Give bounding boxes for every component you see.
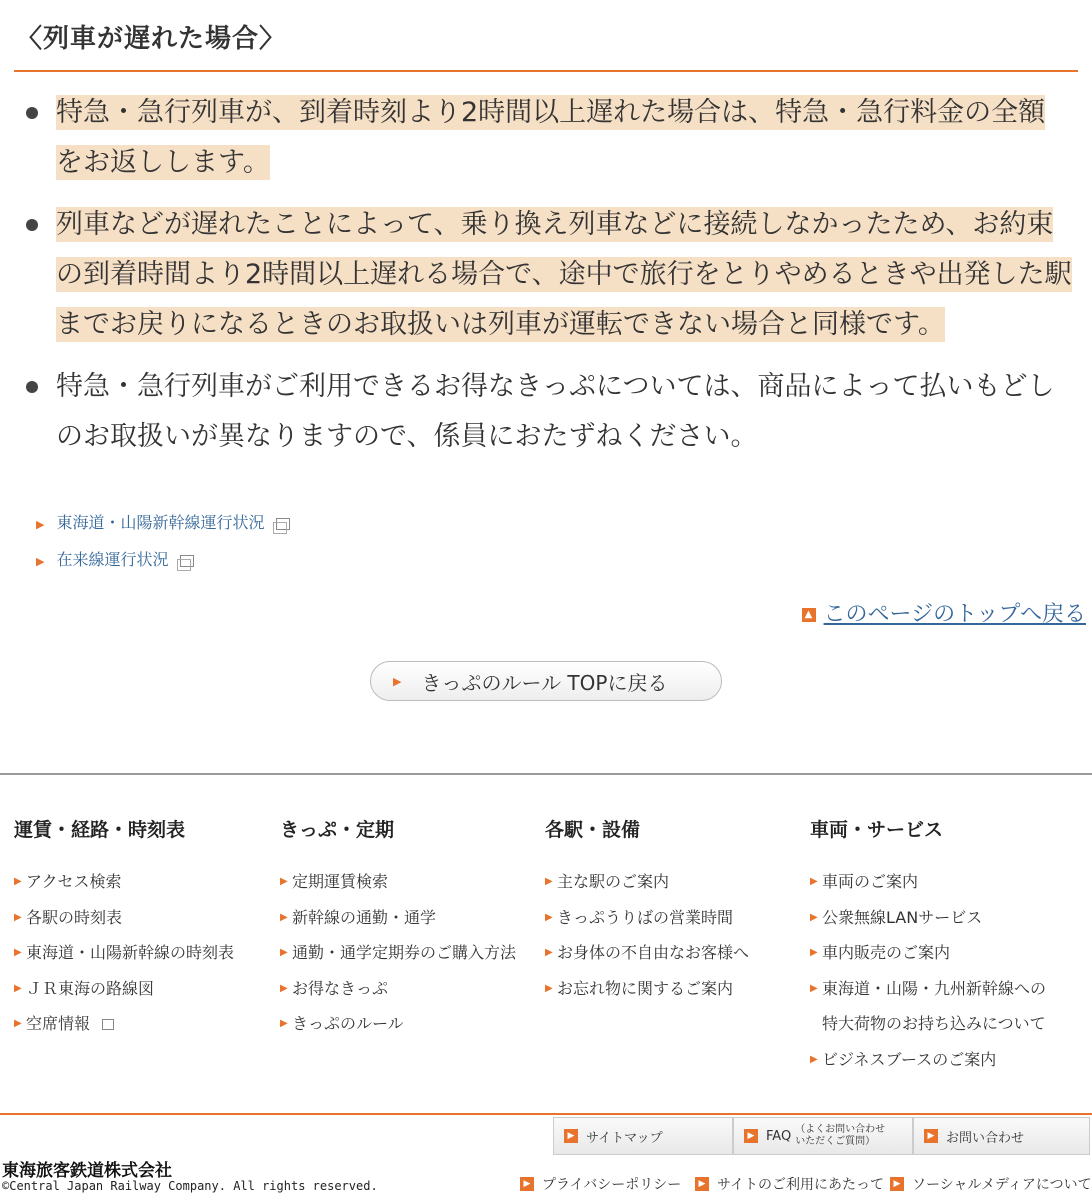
link-conventional-status[interactable]: ▶ 在来線運行状況 <box>36 547 194 570</box>
footer-column-tickets <box>280 815 516 1042</box>
footer-bottom-divider <box>0 1113 1092 1115</box>
section-heading: 〈列車が遅れた場合〉 <box>16 24 287 54</box>
footer-link[interactable]: ▶ 空席情報 <box>14 1006 234 1042</box>
footer-column-title: 運賃・経路・時刻表 <box>14 819 186 841</box>
up-arrow-icon: ▲ <box>802 608 816 622</box>
corporate-name: 東海旅客鉄道株式会社 <box>2 1161 172 1181</box>
faq-button[interactable]: ▶ FAQ （よくお問い合わせ いただくご質問） <box>733 1117 913 1155</box>
footer-column-fares <box>14 815 234 1042</box>
footer-column-services <box>810 815 1046 1077</box>
footer-column-title: 各駅・設備 <box>545 819 641 841</box>
arrow-icon: ▶ <box>36 518 45 531</box>
footer-link[interactable]: ▶ きっぷのルール <box>280 1014 404 1033</box>
footer-link[interactable]: ▶ ビジネスブースのご案内 <box>810 1049 997 1069</box>
arrow-icon: ▶ <box>924 1129 938 1143</box>
new-window-icon <box>276 518 290 530</box>
sitemap-button[interactable]: ▶ サイトマップ <box>553 1117 733 1155</box>
bullet-icon <box>26 107 38 119</box>
page-top-link[interactable]: ▲ このページのトップへ戻る <box>802 597 1086 628</box>
arrow-icon: ▶ <box>36 555 45 568</box>
bullet-text: 特急・急行列車が、到着時刻より2時間以上遅れた場合は、特急・急行料金の全額をお返しします。 <box>56 97 1046 178</box>
site-terms-link[interactable]: ▶ サイトのご利用にあたって <box>695 1174 884 1194</box>
privacy-policy-link[interactable]: ▶ プライバシーポリシー <box>520 1174 681 1194</box>
footer-link[interactable]: ▶ お身体の不自由なお客様へ <box>545 943 750 962</box>
footer-column-stations <box>545 815 749 1006</box>
footer-link[interactable]: ▶ 主な駅のご案内 <box>545 872 670 891</box>
contact-button[interactable]: ▶ お問い合わせ <box>913 1117 1090 1155</box>
social-media-link[interactable]: ▶ ソーシャルメディアについて <box>890 1174 1092 1194</box>
footer-link[interactable]: ▶ 通勤・通学定期券のご購入方法 <box>280 943 517 962</box>
footer-link[interactable]: ▶ 東海道・山陽・九州新幹線への <box>810 978 1047 998</box>
footer-divider <box>0 773 1092 775</box>
footer-column-title: 車両・サービス <box>810 819 944 841</box>
footer-link-continuation[interactable]: 特大荷物のお持ち込みについて <box>822 1014 1046 1033</box>
copyright-text: ©Central Japan Railway Company. All rights reserved. <box>2 1179 378 1193</box>
bullet-icon <box>26 219 38 231</box>
link-shinkansen-status[interactable]: ▶ 東海道・山陽新幹線運行状況 <box>36 510 290 533</box>
footer-link[interactable]: ▶ 車両のご案内 <box>810 872 919 891</box>
footer-link[interactable]: ▶ 公衆無線LANサービス <box>810 907 983 927</box>
new-window-icon <box>180 555 194 567</box>
footer-link[interactable]: ▶ 新幹線の通勤・通学 <box>280 907 437 927</box>
list-item <box>22 88 1072 188</box>
footer-link[interactable]: ▶ お得なきっぷ <box>280 978 389 998</box>
footer-column-title: きっぷ・定期 <box>280 819 395 841</box>
bullet-text: 列車などが遅れたことによって、乗り換え列車などに接続しなかったため、お約束の到着時間より2時間以上遅れる場合で、途中で旅行をとりやめるときや出発した駅までお戻りになるときのお取扱いは列車が運転できない場合と同様です。 <box>56 209 1072 340</box>
arrow-icon: ▶ <box>564 1129 578 1143</box>
arrow-icon: ▶ <box>695 1177 709 1191</box>
back-to-rules-top-button[interactable]: ▶ きっぷのルール TOPに戻る <box>370 661 722 701</box>
arrow-icon: ▶ <box>520 1177 534 1191</box>
arrow-icon: ▶ <box>890 1177 904 1191</box>
bullet-icon <box>26 381 38 393</box>
arrow-icon: ▶ <box>393 674 402 688</box>
arrow-icon: ▶ <box>744 1129 758 1143</box>
delay-rules-list <box>22 88 1072 474</box>
footer-link[interactable]: ▶ アクセス検索 <box>14 872 122 891</box>
footer-link[interactable]: ▶ ＪＲ東海の路線図 <box>14 978 155 998</box>
footer-link[interactable]: ▶ 車内販売のご案内 <box>810 943 951 962</box>
footer-link[interactable]: ▶ きっぷうりばの営業時間 <box>545 907 734 927</box>
new-window-icon <box>102 1019 114 1030</box>
footer-link[interactable]: ▶ 定期運賃検索 <box>280 872 389 891</box>
list-item <box>22 362 1072 462</box>
footer-link[interactable]: ▶ 東海道・山陽新幹線の時刻表 <box>14 943 235 962</box>
list-item <box>22 200 1072 350</box>
heading-divider <box>14 70 1078 72</box>
footer-link[interactable]: ▶ 各駅の時刻表 <box>14 907 123 927</box>
footer-link[interactable]: ▶ お忘れ物に関するご案内 <box>545 978 734 998</box>
bullet-text: 特急・急行列車がご利用できるお得なきっぷについては、商品によって払いもどしのお取扱いが異なりますので、係員におたずねください。 <box>56 371 1055 452</box>
